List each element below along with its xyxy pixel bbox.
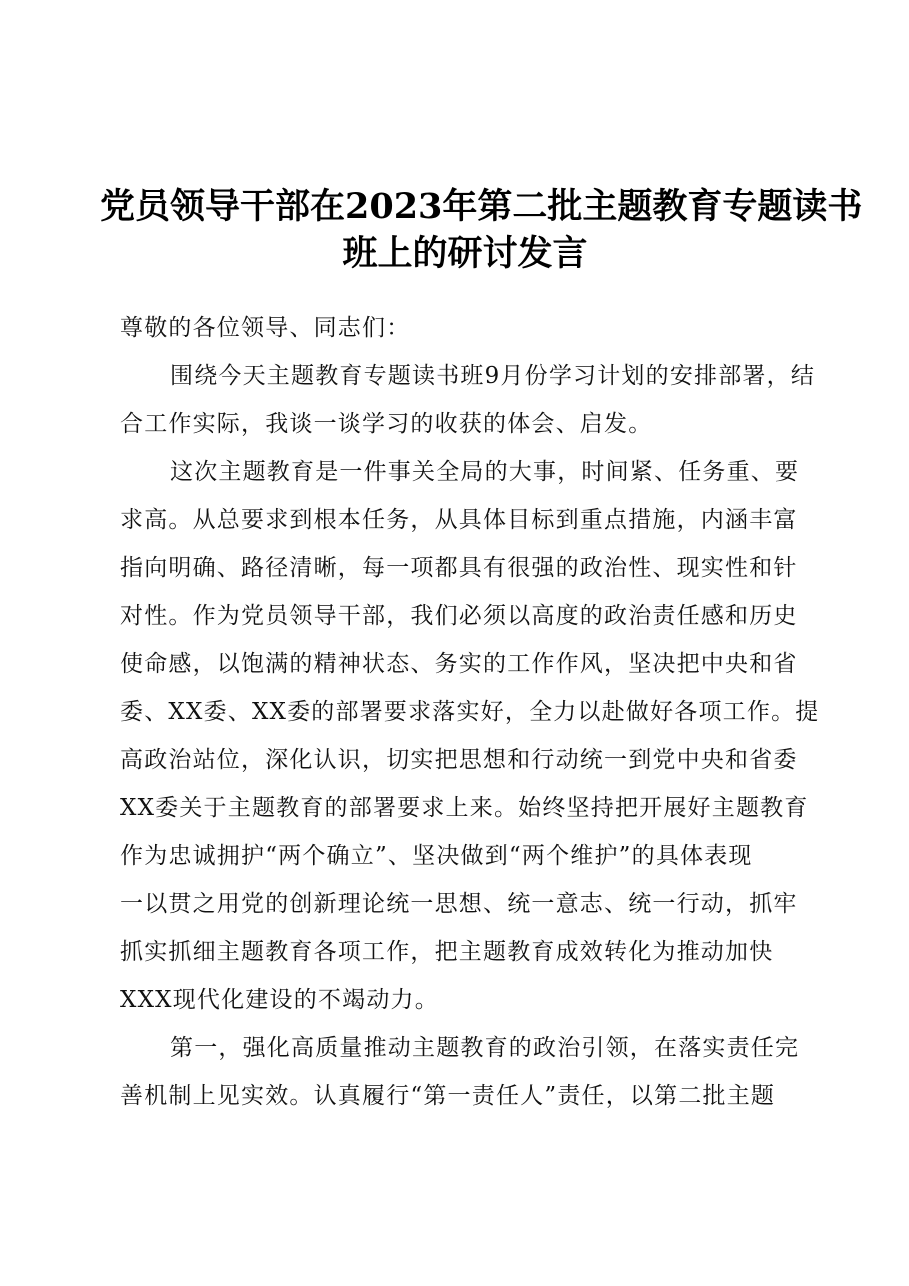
document-title-line-2: 班上的研讨发言 bbox=[342, 233, 588, 274]
salutation: 尊敬的各位领导、同志们： bbox=[120, 315, 411, 341]
body-line: XX委关于主题教育的部署要求上来。始终坚持把开展好主题教育 bbox=[120, 795, 809, 821]
body-line: 作为忠诚拥护“两个确立”、坚决做到“两个维护”的具体表现 bbox=[120, 843, 753, 869]
body-line: 使命感，以饱满的精神状态、务实的工作作风，坚决把中央和省 bbox=[120, 651, 798, 677]
body-line: 求高。从总要求到根本任务，从具体目标到重点措施，内涵丰富 bbox=[120, 507, 798, 533]
body-line: 围绕今天主题教育专题读书班9月份学习计划的安排部署，结 bbox=[170, 363, 816, 389]
body-line: 善机制上见实效。认真履行“第一责任人”责任，以第二批主题 bbox=[120, 1083, 776, 1109]
body-line: 第一，强化高质量推动主题教育的政治引领，在落实责任完 bbox=[170, 1035, 800, 1061]
body-line: 委、XX委、XX委的部署要求落实好，全力以赴做好各项工作。提 bbox=[120, 699, 820, 725]
body-line: XXX现代化建设的不竭动力。 bbox=[120, 987, 439, 1013]
body-line: 抓实抓细主题教育各项工作，把主题教育成效转化为推动加快 bbox=[120, 939, 774, 965]
document-title-line-1: 党员领导干部在2023年第二批主题教育专题读书 bbox=[100, 186, 863, 227]
body-line: 合工作实际，我谈一谈学习的收获的体会、启发。 bbox=[120, 411, 653, 437]
body-line: 一以贯之用党的创新理论统一思想、统一意志、统一行动，抓牢 bbox=[120, 891, 798, 917]
body-line: 高政治站位，深化认识，切实把思想和行动统一到党中央和省委 bbox=[120, 747, 798, 773]
body-line: 指向明确、路径清晰，每一项都具有很强的政治性、现实性和针 bbox=[120, 555, 798, 581]
body-line: 对性。作为党员领导干部，我们必须以高度的政治责任感和历史 bbox=[120, 603, 798, 629]
body-line: 这次主题教育是一件事关全局的大事，时间紧、任务重、要 bbox=[170, 459, 800, 485]
